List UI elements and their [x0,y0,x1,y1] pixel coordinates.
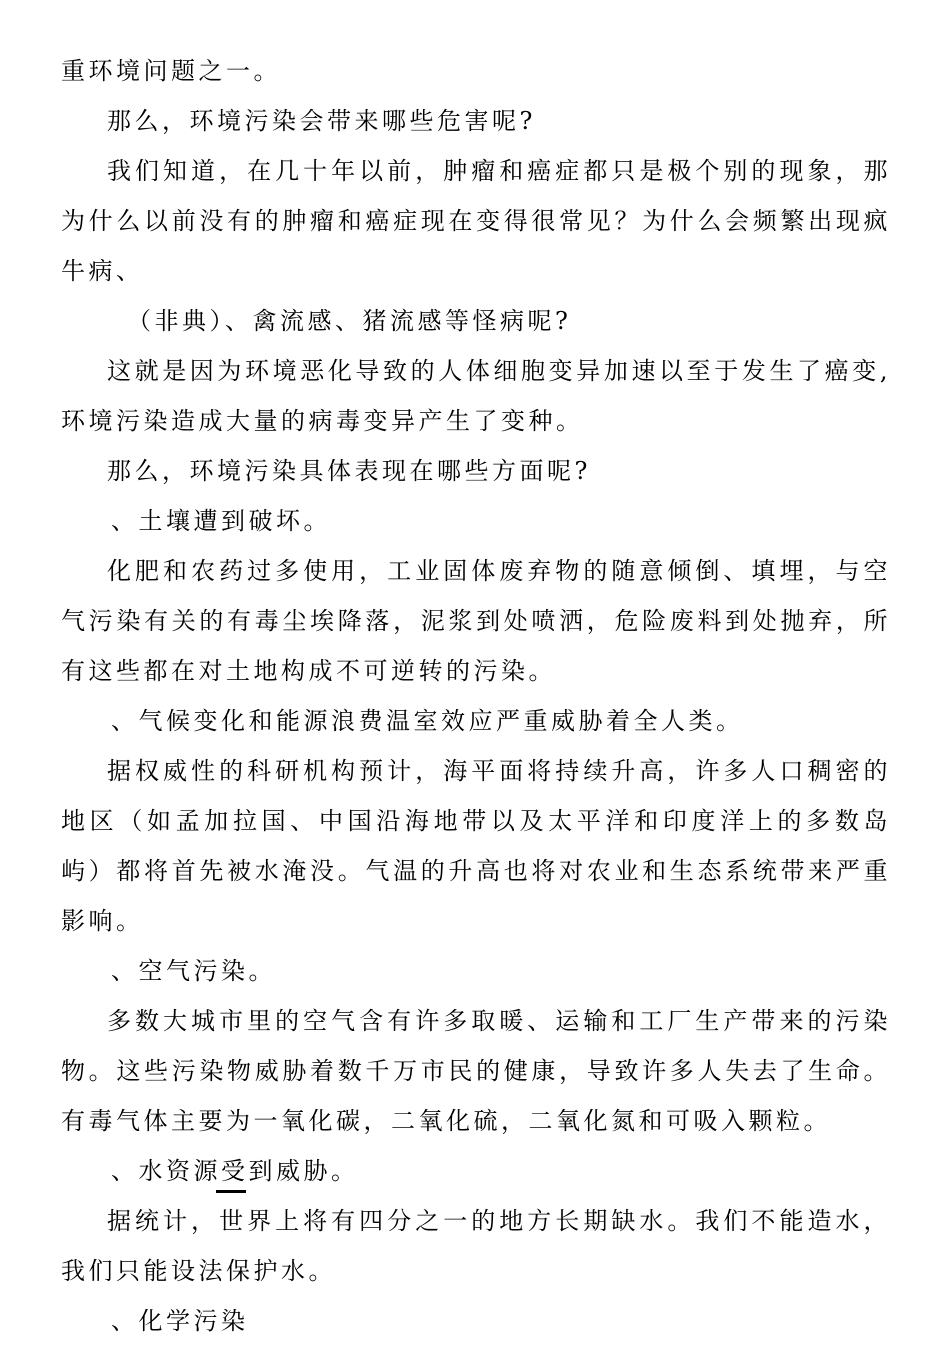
paragraph-climate: 据权威性的科研机构预计，海平面将持续升高，许多人口稠密的地区（如孟加拉国、中国沿海地带以及太平洋和印度洋上的多数岛屿）都将首先被水淹没。气温的升高也将对农业和生态系统带来严重影响。 [61,757,891,935]
underline-mark [216,1190,246,1193]
paragraph-question-harm: 那么，环境污染会带来哪些危害呢? [107,107,536,135]
heading-air: 、空气污染。 [111,957,276,985]
paragraph-continuation: 重环境问题之一。 [61,57,281,85]
paragraph-air: 多数大城市里的空气含有许多取暖、运输和工厂生产带来的污染物。这些污染物威胁着数千万市民的健康，导致许多人失去了生命。有毒气体主要为一氧化碳，二氧化硫，二氧化氮和可吸入颗粒。 [61,1007,891,1135]
heading-soil: 、土壤遭到破坏。 [111,507,331,535]
paragraph-strange-diseases: （非典）、禽流感、猪流感等怪病呢? [127,307,572,335]
paragraph-soil: 化肥和农药过多使用，工业固体废弃物的随意倾倒、填埋，与空气污染有关的有毒尘埃降落，泥浆到处喷洒，危险废料到处抛弃，所有这些都在对土地构成不可逆转的污染。 [61,557,891,685]
paragraph-question-aspects: 那么，环境污染具体表现在哪些方面呢? [107,457,591,485]
paragraph-water: 据统计，世界上将有四分之一的地方长期缺水。我们不能造水，我们只能设法保护水。 [61,1207,891,1285]
paragraph-cause: 这就是因为环境恶化导致的人体细胞变异加速以至于发生了癌变,环境污染造成大量的病毒变异产生了变种。 [61,357,891,435]
heading-climate: 、气候变化和能源浪费温室效应严重威胁着全人类。 [111,707,744,735]
heading-chemical: 、化学污染 [111,1307,249,1335]
document-body [61,46,891,1346]
heading-water: 、水资源受到威胁。 [111,1157,359,1185]
paragraph-tumor-cancer: 我们知道，在几十年以前，肿瘤和癌症都只是极个别的现象，那为什么以前没有的肿瘤和癌症现在变得很常见？为什么会频繁出现疯牛病、 [61,157,891,285]
